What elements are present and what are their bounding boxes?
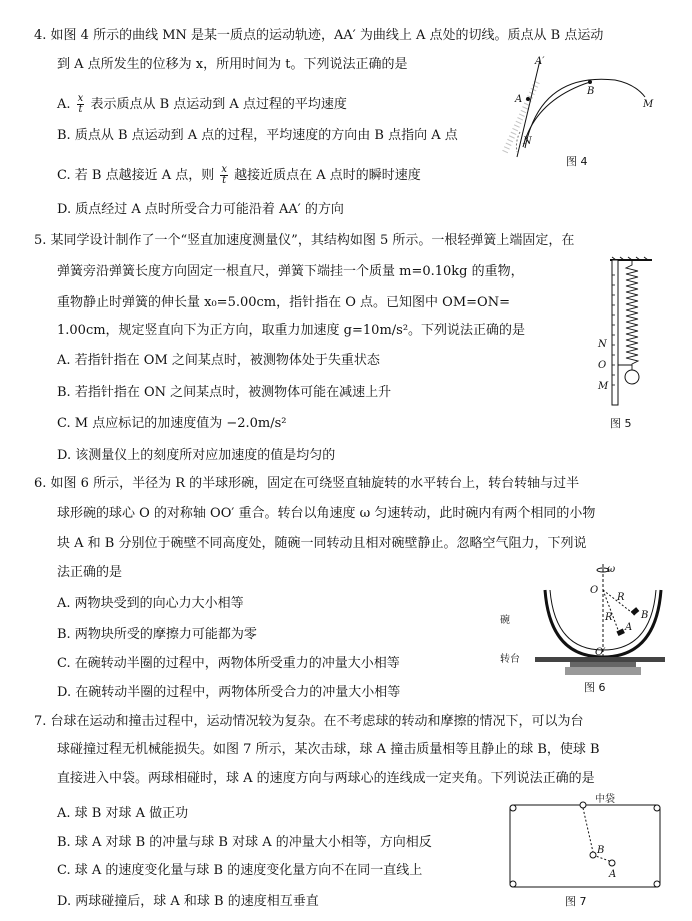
ruler [612, 260, 618, 405]
q5-option-a: A. 若指针指在 OM 之间某点时，被测物体处于失重状态 [57, 353, 380, 368]
spring [626, 260, 638, 370]
weight [625, 370, 639, 384]
q7-stem-line3: 直接进入中袋。两球相碰时，球 A 的速度方向与两球心的连线成一定夹角。下列说法正确的是 [57, 771, 595, 786]
pocket-middle [580, 802, 586, 808]
q5-stem-line4: 1.00cm，规定竖直向下为正方向，取重力加速度 g=10m/s²。下列说法正确的是 [57, 323, 526, 338]
point-b [588, 80, 592, 84]
label-o: O [598, 360, 607, 371]
q4-stem-line2: 到 A 点所发生的位移为 x，所用时间为 t。下列说法正确的是 [57, 57, 408, 72]
q6-option-d: D. 在碗转动半圈的过程中，两物体所受合力的冲量大小相等 [57, 685, 401, 700]
label-o: O [590, 585, 599, 596]
label-a: A [609, 869, 617, 880]
q6-option-a: A. 两物块受到的向心力大小相等 [57, 596, 244, 611]
figure-5-accelerometer-diagram [590, 255, 660, 405]
q6-stem-line3: 块 A 和 B 分别位于碗壁不同高度处，随碗一同转动且相对碗壁静止。忽略空气阻力，下列说 [57, 536, 587, 551]
label-b: B [597, 845, 605, 856]
q4-option-a [57, 94, 347, 115]
q5-stem-line2: 弹簧旁沿弹簧长度方向固定一根直尺，弹簧下端挂一个质量 m=0.10kg 的重物， [57, 264, 524, 279]
block-a [616, 628, 624, 635]
q5-option-d: D. 该测量仪上的刻度所对应加速度的值是均匀的 [57, 448, 336, 463]
q4-option-a-fraction [77, 94, 85, 115]
figure-6-caption: 图 6 [584, 681, 606, 694]
q6-option-c: C. 在碗转动半圈的过程中，两物体所受重力的冲量大小相等 [57, 656, 400, 671]
label-a-prime: A′ [535, 56, 545, 67]
q6-stem-line4: 法正确的是 [57, 565, 123, 580]
ball-a [609, 860, 615, 866]
figure-7-billiard-table-diagram [505, 795, 665, 890]
label-b: B [641, 610, 649, 621]
label-a: A [515, 94, 523, 105]
q4-option-c-prefix: C. 若 B 点越接近 A 点，则 [57, 168, 215, 183]
q7-option-d: D. 两球碰撞后，球 A 和球 B 的速度相互垂直 [57, 894, 319, 909]
label-turntable: 转台 [500, 654, 520, 665]
label-pocket: 中袋 [595, 794, 615, 805]
label-b: B [587, 86, 595, 97]
q6-option-b: B. 两物块所受的摩擦力可能都为零 [57, 627, 257, 642]
label-omega: ω [607, 564, 616, 575]
q4-option-a-prefix: A. [57, 97, 71, 112]
label-r2: R [605, 612, 613, 623]
q4-option-c-denominator: t [222, 175, 227, 186]
q4-stem-line1: 4. 如图 4 所示的曲线 MN 是某一质点的运动轨迹，AA′ 为曲线上 A 点处的切线。质点从 B 点运动 [34, 28, 604, 43]
label-bowl: 碗 [500, 615, 510, 626]
q4-option-a-numerator: x [77, 93, 84, 104]
q4-option-c-text: 越接近质点在 A 点时的瞬时速度 [234, 168, 421, 183]
q4-option-d: D. 质点经过 A 点时所受合力可能沿着 AA′ 的方向 [57, 202, 344, 217]
figure-4-caption: 图 4 [566, 155, 588, 168]
point-a [526, 97, 530, 101]
label-r1: R [617, 592, 625, 603]
figure-7-caption: 图 7 [565, 895, 587, 908]
figure-6-bowl-turntable-diagram [495, 560, 665, 678]
q4-option-a-text: 表示质点从 B 点运动到 A 点过程的平均速度 [90, 97, 347, 112]
figure-5-caption: 图 5 [610, 417, 632, 430]
q7-stem-line1: 7. 台球在运动和撞击过程中，运动情况较为复杂。在不考虑球的转动和摩擦的情况下，可以为台 [34, 714, 584, 729]
label-m: M [643, 99, 654, 110]
label-n: N [598, 339, 607, 350]
ball-b [590, 852, 596, 858]
q7-stem-line2: 球碰撞过程无机械能损失。如图 7 所示，某次击球，球 A 撞击质量相等且静止的球 B，使球 B [57, 742, 600, 757]
q5-option-c: C. M 点应标记的加速度值为 −2.0m/s² [57, 416, 287, 431]
pocket-corner [510, 805, 516, 811]
q4-option-b: B. 质点从 B 点运动到 A 点的过程，平均速度的方向由 B 点指向 A 点 [57, 128, 458, 143]
q5-option-b: B. 若指针指在 ON 之间某点时，被测物体可能在减速上升 [57, 385, 392, 400]
trajectory-curve-mn [525, 79, 645, 148]
pocket-corner [654, 881, 660, 887]
turntable-base [565, 667, 641, 675]
label-n: N [523, 136, 532, 147]
q7-option-c: C. 球 A 的速度变化量与球 B 的速度变化量方向不在同一直线上 [57, 863, 423, 878]
q5-stem-line3: 重物静止时弹簧的伸长量 x₀=5.00cm，指针指在 O 点。已知图中 OM=ON= [57, 295, 510, 310]
label-a: A [625, 622, 633, 633]
q4-option-c-numerator: x [221, 164, 228, 175]
label-m: M [598, 381, 609, 392]
label-o-prime: O′ [595, 647, 606, 658]
q4-option-c-fraction [220, 165, 228, 186]
q6-stem-line1: 6. 如图 6 所示，半径为 R 的半球形碗，固定在可绕竖直轴旋转的水平转台上，转台转轴与过半 [34, 476, 580, 491]
q5-stem-line1: 5. 某同学设计制作了一个“竖直加速度测量仪”，其结构如图 5 所示。一根轻弹簧上端固定，在 [34, 233, 575, 248]
pocket-corner [654, 805, 660, 811]
block-b [631, 607, 640, 615]
pocket-corner [510, 881, 516, 887]
q4-option-a-denominator: t [78, 104, 83, 115]
figure-4-trajectory-diagram [495, 52, 665, 162]
q7-option-a: A. 球 B 对球 A 做正功 [57, 806, 189, 821]
q6-stem-line2: 球形碗的球心 O 的对称轴 OO′ 重合。转台以角速度 ω 匀速转动，此时碗内有两个相同的小物 [57, 506, 596, 521]
q4-option-c [57, 165, 421, 186]
q7-option-b: B. 球 A 对球 B 的冲量与球 B 对球 A 的冲量大小相等，方向相反 [57, 835, 432, 850]
